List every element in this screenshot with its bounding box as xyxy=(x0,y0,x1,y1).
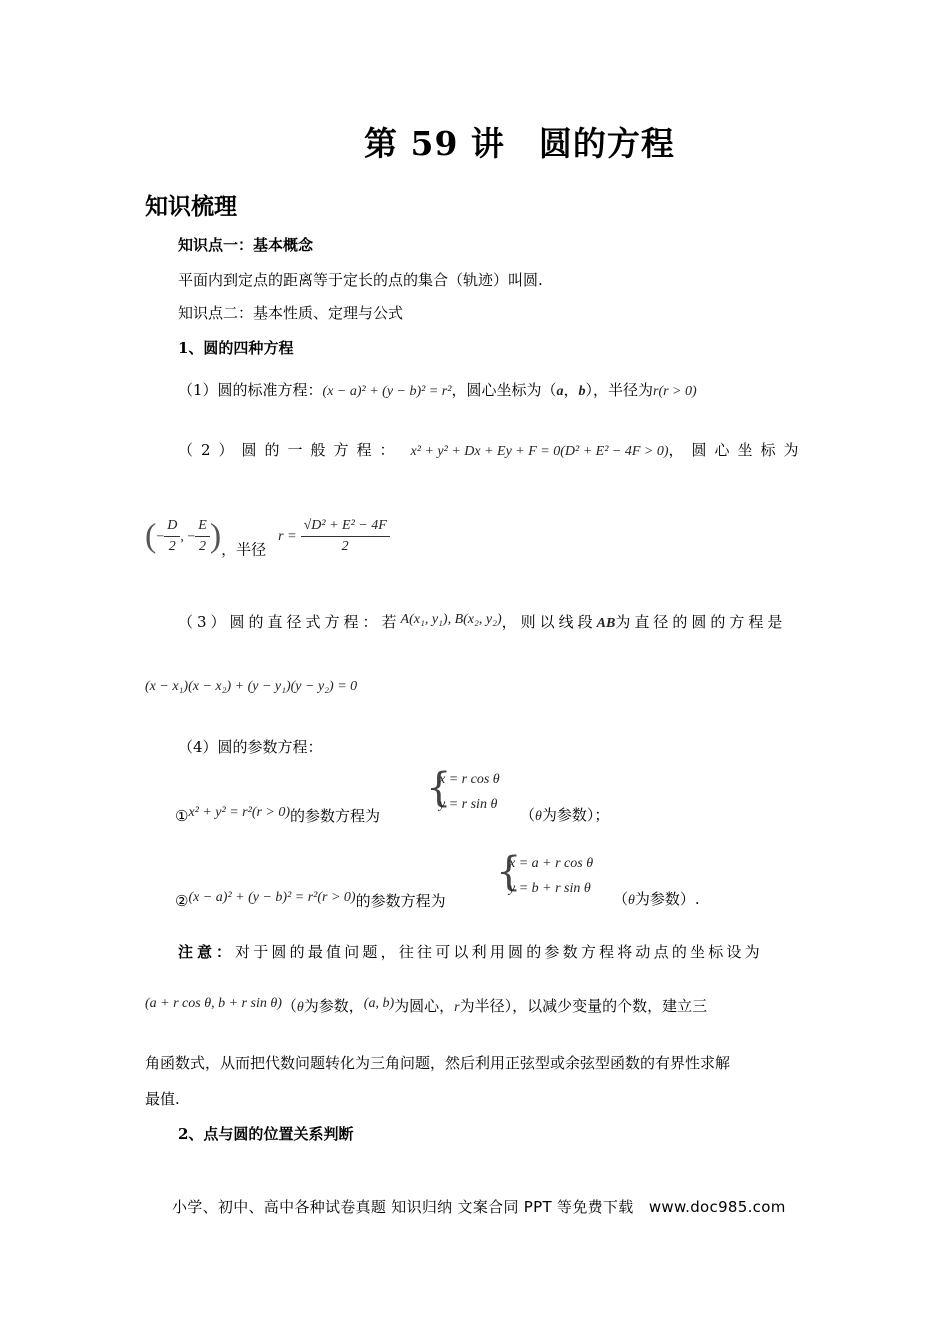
std-mid1: ，圆心坐标为（ xyxy=(451,381,557,399)
param2-y: y = b + r sin θ xyxy=(509,881,591,896)
kp1-text: 平面内到定点的距离等于定长的点的集合（轨迹）叫圆. xyxy=(178,271,543,289)
std-comma: ， xyxy=(563,381,579,399)
center-sep: , − xyxy=(180,529,196,545)
note-ab: (a, b) xyxy=(363,996,395,1011)
dia-ab: AB xyxy=(596,616,616,631)
gen-center-line: (− $\frac{D}{2}$ , − $\frac{E}{2}$ )，半径r = $\frac{\text{√D² + E² − 4F}}{2}$ xyxy=(145,516,390,560)
circle-1: ① xyxy=(175,807,189,825)
frac-d xyxy=(164,516,180,557)
std-radius: r(r > 0) xyxy=(653,384,697,399)
dia-equation: (x − x₁)(x − x₂) + (y − y₁)(y − y₂) = 0 xyxy=(145,679,358,694)
note1-open: （ xyxy=(520,806,536,824)
brace-2-icon: { xyxy=(496,849,522,895)
theta-3: θ xyxy=(296,1000,304,1015)
frac-d-num: D xyxy=(164,516,180,537)
std-a: a xyxy=(556,384,564,399)
theta-2: θ xyxy=(628,893,635,908)
frac-e xyxy=(195,516,210,557)
param1-x: x = r cos θ xyxy=(439,772,500,787)
kp2-label: 知识点二：基本性质、定理与公式 xyxy=(178,304,404,322)
s1-heading: 1、圆的四种方程 xyxy=(178,339,294,357)
note-line-4: 最值. xyxy=(145,1090,180,1108)
std-prefix: （1）圆的标准方程： xyxy=(178,381,323,399)
param-eq1: x² + y² = r²(r > 0) xyxy=(188,805,291,820)
note-l2b: 为参数， xyxy=(303,997,364,1015)
center-minus: − xyxy=(156,529,165,545)
section-heading: 知识梳理 xyxy=(145,193,237,220)
dia-suffix2: 为直径的圆的方程是 xyxy=(615,613,787,631)
param-1-line xyxy=(175,803,380,826)
note2-open: （ xyxy=(613,890,629,908)
note-point: (a + r cos θ, b + r sin θ) xyxy=(145,996,282,1011)
gen-suffix: ，圆心坐标为 xyxy=(668,441,807,459)
param-eq2: (x − a)² + (y − b)² = r²(r > 0) xyxy=(188,890,356,905)
frac-e-num: E xyxy=(195,516,210,537)
param1-note xyxy=(520,805,609,827)
note-line-2 xyxy=(145,994,707,1018)
param-2-line xyxy=(175,888,446,911)
param-mid2: 的参数方程为 xyxy=(355,892,446,910)
gen-prefix: （2）圆的一般方程： xyxy=(178,441,403,459)
frac-e-den: 2 xyxy=(199,539,207,554)
std-equation: (x − a)² + (y − b)² = r² xyxy=(322,384,452,399)
note1-rest: 为参数）； xyxy=(541,806,610,824)
radius-fraction xyxy=(301,516,390,557)
frac-d-den: 2 xyxy=(168,539,176,554)
gen-equation: x² + y² + Dx + Ey + F = 0(D² + E² − 4F > 0) xyxy=(410,444,669,459)
dia-suffix1: ，则以线段 xyxy=(501,613,597,631)
note-text-1: 对于圆的最值问题，往往可以利用圆的参数方程将动点的坐标设为 xyxy=(235,943,763,961)
radius-label: ，半径 xyxy=(221,540,267,559)
param1-y: y = r sin θ xyxy=(439,797,498,812)
std-b: b xyxy=(578,384,586,399)
dia-prefix: （3）圆的直径式方程：若 xyxy=(178,613,401,631)
dia-points: A(x₁, y₁), B(x₂, y₂) xyxy=(400,612,502,627)
kp1-label: 知识点一：基本概念 xyxy=(178,236,314,254)
note-l2c: 为圆心， xyxy=(394,997,455,1015)
theta-1: θ xyxy=(535,809,542,824)
gen-eq-line xyxy=(178,440,807,462)
footer-ad: 小学、初中、高中各种试卷真题 知识归纳 文案合同 PPT 等免费下载 www.doc985.com xyxy=(172,1198,786,1216)
radius-num: √D² + E² − 4F xyxy=(301,516,390,537)
param-prefix: （4）圆的参数方程： xyxy=(178,738,323,756)
param-mid1: 的参数方程为 xyxy=(290,807,381,825)
page-title: 第 59 讲 圆的方程 xyxy=(364,124,675,163)
dia-line xyxy=(178,610,786,634)
std-mid2: ），半径为 xyxy=(585,381,653,399)
param2-x: x = a + r cos θ xyxy=(509,856,594,871)
note-label: 注意： xyxy=(178,943,236,961)
param2-note xyxy=(613,889,700,911)
note-l2d: 为半径），以减少变量的个数，建立三 xyxy=(459,997,708,1015)
note-l2a: （ xyxy=(281,997,297,1015)
s2-heading: 2、点与圆的位置关系判断 xyxy=(178,1125,354,1143)
note-line-1 xyxy=(178,942,763,962)
radius-eq: r = xyxy=(278,528,297,544)
radius-den: 2 xyxy=(341,539,349,554)
std-eq-line xyxy=(178,380,697,402)
note-r: r xyxy=(454,1000,460,1015)
circle-2: ② xyxy=(175,892,189,910)
note2-rest: 为参数）. xyxy=(634,890,700,908)
brace-1-icon: { xyxy=(426,765,452,811)
note-line-3: 角函数式，从而把代数问题转化为三角问题，然后利用正弦型或余弦型函数的有界性求解 xyxy=(145,1054,731,1072)
